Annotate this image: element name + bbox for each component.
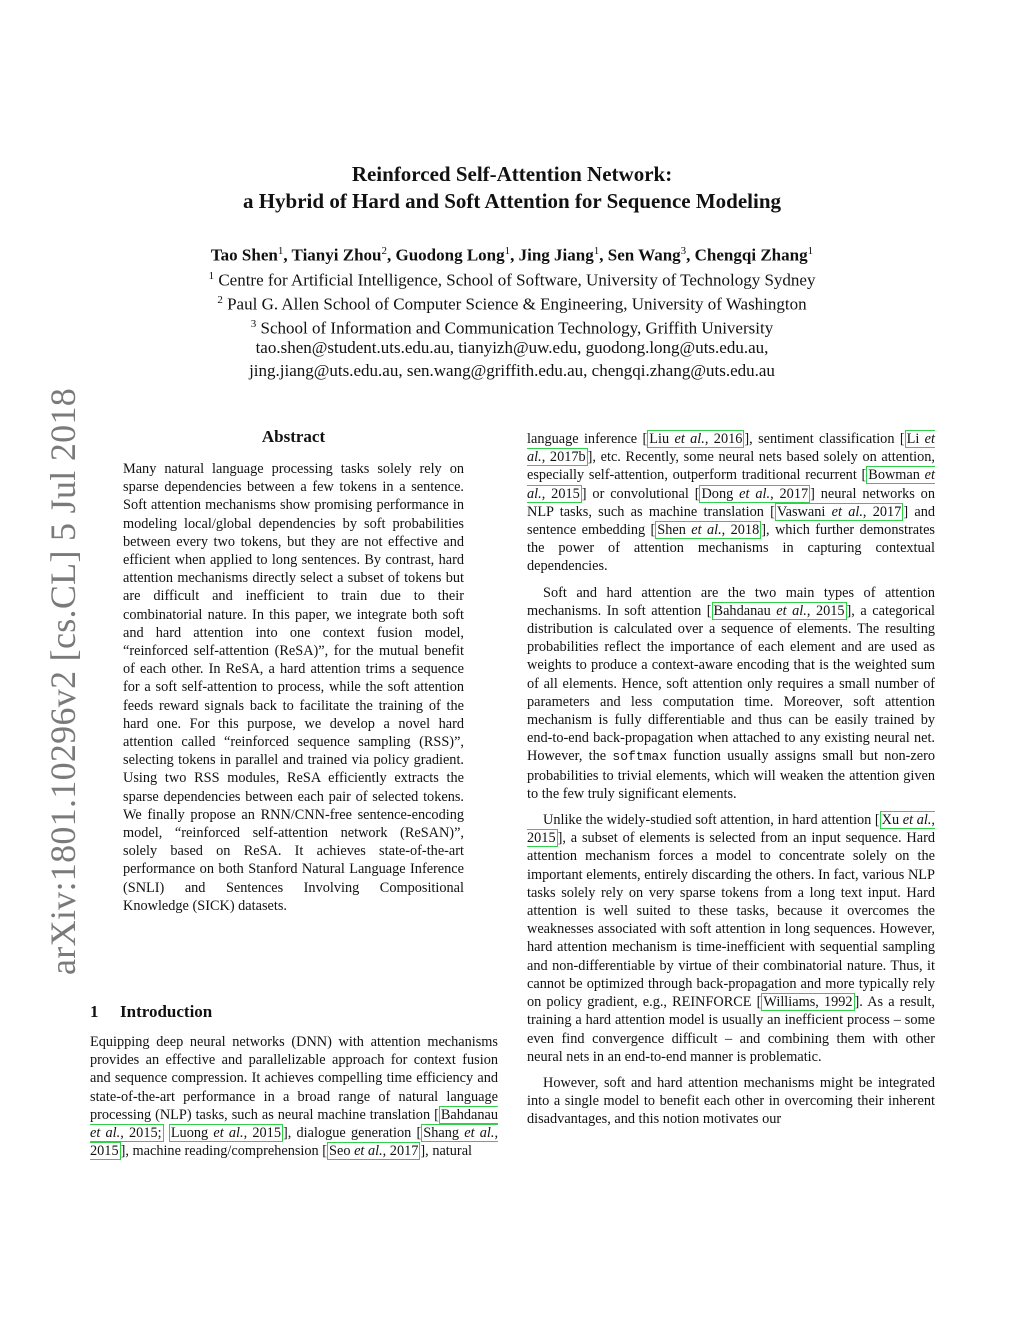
citation-link[interactable]: Xu et al., 2015 — [527, 812, 935, 847]
author-name: Tao Shen — [210, 245, 278, 265]
citation-link[interactable]: Bowman et al., 2015 — [527, 467, 935, 502]
arxiv-side-stamp-text: arXiv:1801.10296v2 [cs.CL] 5 Jul 2018 — [43, 387, 83, 975]
citation-link[interactable]: Luong et al., 2015 — [170, 1125, 281, 1142]
section-heading-introduction — [90, 1002, 212, 1022]
citation-link[interactable]: Williams, 1992 — [763, 994, 853, 1011]
citation-link[interactable]: Li et al., 2017b — [527, 431, 935, 466]
citation-link[interactable]: Bahdanau et al., 2015 — [713, 602, 845, 619]
affiliation-number: 3 — [250, 318, 257, 330]
section-number: 1 — [90, 1002, 99, 1021]
affiliation-1 — [0, 265, 1024, 292]
affiliation-number: 1 — [208, 270, 215, 282]
email-line-2: jing.jiang@uts.edu.au, sen.wang@griffith.edu.au, chengqi.zhang@uts.edu.au — [249, 361, 775, 380]
author-affiliation-mark: 2 — [381, 245, 387, 257]
paragraph-text: ], machine reading/comprehension [ — [120, 1143, 328, 1160]
abstract-heading: Abstract — [261, 427, 326, 446]
author-name: Tianyi Zhou — [291, 245, 382, 265]
affiliation-text: Centre for Artificial Intelligence, School of Software, University of Technology Sydney — [218, 270, 816, 290]
intro-paragraph: language inference [ Liu et al., 2016 ], sentiment classification [ Li et al., 2017b ], etc. Recently, some neural nets based solely on attention, especially self-attention, outperform traditional recurrent [ Bowman et al., 2015 ] or convolutional [ Dong et al., 2017 ] neural networks on NLP tasks, such as machine translation [ Vaswani et al., 2017 ] and sentence embedding [ Shen et al., 2018 ], which further demonstrates the power of attention mechanisms in capturing contextual dependencies. — [527, 431, 936, 575]
paragraph-text: Equipping deep neural networks (DNN) with attention mechanisms provides an effective and parallelizable approach for context fusion and sequence compression. It achieves compelling time efficiency and state-of-the-art performance in a broad range of natural language processing (NLP) tasks, such as neural machine translation — [90, 1034, 498, 1123]
intro-paragraph: Soft and hard attention are the two main types of attention mechanisms. In soft attention [ Bahdanau et al., 2015 ], a categorical distribution is calculated over a sequence of elements. The resulting probabilities reflect the importance of each element and are used as weights to produce a context-aware encoding that is the weighted sum of all elements. Hence, soft attention only requires a small number of parameters and less computation time. Moreover, soft attention mechanism is fully differentiable and thus can be easily trained by end-to-end back-propagation when attached to any existing neural net. However, the softmax function usually assigns small but non-zero probabilities to trivial elements, which will weaken the attention given to the few truly significant elements. — [527, 584, 936, 802]
author-affiliation-mark: 1 — [807, 245, 814, 257]
citation-link[interactable]: Dong et al., 2017 — [701, 485, 809, 502]
author-list: Tao Shen$^1$, Tianyi Zhou$^2$, Guodong Long$^1$, Jing Jiang$^1$, Sen Wang$^3$, Chengqi Zhang$^1$ — [210, 245, 814, 265]
softmax-term: softmax — [612, 749, 668, 765]
right-column — [527, 430, 935, 1137]
author-name: Guodong Long — [395, 245, 505, 265]
paper-title-line-1: Reinforced Self-Attention Network: — [351, 162, 673, 186]
email-line-1: tao.shen@student.uts.edu.au, tianyizh@uw.edu, guodong.long@uts.edu.au, — [255, 338, 769, 357]
section-title: Introduction — [120, 1002, 213, 1021]
citation-link[interactable]: Shen et al., 2018 — [657, 522, 760, 539]
intro-paragraph: However, soft and hard attention mechanisms might be integrated into a single model to benefit each other in overcoming their inherent disadvantages, and this notion motivates our — [527, 1074, 935, 1128]
affiliation-text: Paul G. Allen School of Computer Science & Engineering, University of Washington — [227, 294, 807, 314]
affiliation-number: 2 — [217, 294, 223, 306]
author-affiliation-mark: 1 — [593, 245, 600, 257]
affiliation-2 — [0, 289, 1024, 316]
citation-link[interactable]: Seo et al., 2017 — [329, 1143, 419, 1160]
paragraph-text: ], dialogue generation [ — [282, 1125, 422, 1142]
author-name: Sen Wang — [607, 245, 681, 265]
author-name: Chengqi Zhang — [694, 245, 808, 265]
paper-title-line-2: a Hybrid of Hard and Soft Attention for Sequence Modeling — [242, 189, 782, 213]
citation-link[interactable]: Shang et al., 2015 — [90, 1125, 499, 1160]
intro-paragraph-left: Equipping deep neural networks (DNN) with attention mechanisms provides an effective and parallelizable approach for context fusion and sequence compression. It achieves compelling time efficiency and state-of-the-art performance in a broad range of natural language processing (NLP) tasks, such as neural machine translation [ Bahdanau et al., 2015; Luong et al., 2015 ], dialogue generation [ Shang et al., 2015 ], machine reading/comprehension [ Seo et al., 2017 ], natural — [90, 1034, 499, 1160]
citation-link[interactable]: Vaswani et al., 2017 — [776, 503, 902, 520]
author-affiliation-mark: 1 — [277, 245, 284, 257]
author-affiliation-mark: 1 — [504, 245, 511, 257]
intro-paragraph: Unlike the widely-studied soft attention, in hard attention [ Xu et al., 2015 ], a subset of elements is selected from an input sequence. Hard attention mechanism forces a model to concentrate solely on the important elements, entirely discarding the others. In fact, various NLP tasks solely rely on very sparse tokens from a long text input. Hard attention is well suited to these tasks, because it overcomes the weaknesses associated with soft attention in long sequences. However, hard attention mechanism is time-inefficient with sequential sampling and non-differentiable by virtue of their combinatorial nature. Thus, it cannot be optimized through back-propagation and more typically rely on policy gradient, e.g., REINFORCE [ Williams, 1992 ]. As a result, training a hard attention model is usually an inefficient process – some even find convergence difficult – and combining them with other neural nets in an end-to-end manner is problematic. — [527, 812, 935, 1065]
paragraph-text: ], natural — [420, 1143, 473, 1160]
author-name: Jing Jiang — [518, 245, 594, 265]
affiliation-3 — [0, 313, 1024, 340]
affiliation-text: School of Information and Communication Technology, Griffith University — [260, 318, 774, 338]
citation-link[interactable]: Liu et al., 2016 — [649, 431, 743, 447]
citation-link[interactable]: Bahdanau et al., 2015; — [90, 1106, 498, 1142]
abstract-body: Many natural language processing tasks solely rely on sparse dependencies between a few tokens in a sentence. Soft attention mechanisms show promising performance in modeling local/global dependencies by soft probabilities between every two tokens, but they are not effective and efficient when applied to long sentences. By contrast, hard attention mechanisms directly select a subset of tokens but are difficult and inefficient to train due to their combinatorial nature. In this paper, we integrate both soft and hard attention into one context fusion model, “reinforced self-attention (ReSA)”, for the mutual benefit of each other. In ReSA, a hard attention trims a sequence for a soft self-attention to process, while the soft attention feeds reward signals back to facilitate the training of the hard one. For this purpose, we develop a novel hard attention called “reinforced sequence sampling (RSS)”, selecting tokens in parallel and trained via policy gradient. Using two RSS modules, ReSA efficiently extracts the sparse dependencies between each pair of selected tokens. We finally propose an RNN/CNN-free sentence-encoding model, “reinforced self-attention network (ReSAN)”, solely based on ReSA. It achieves state-of-the-art performance on both Stanford Natural Language Inference (SNLI) and Sentences Involving Compositional Knowledge (SICK) datasets. — [123, 461, 464, 914]
author-affiliation-mark: 3 — [680, 245, 687, 257]
